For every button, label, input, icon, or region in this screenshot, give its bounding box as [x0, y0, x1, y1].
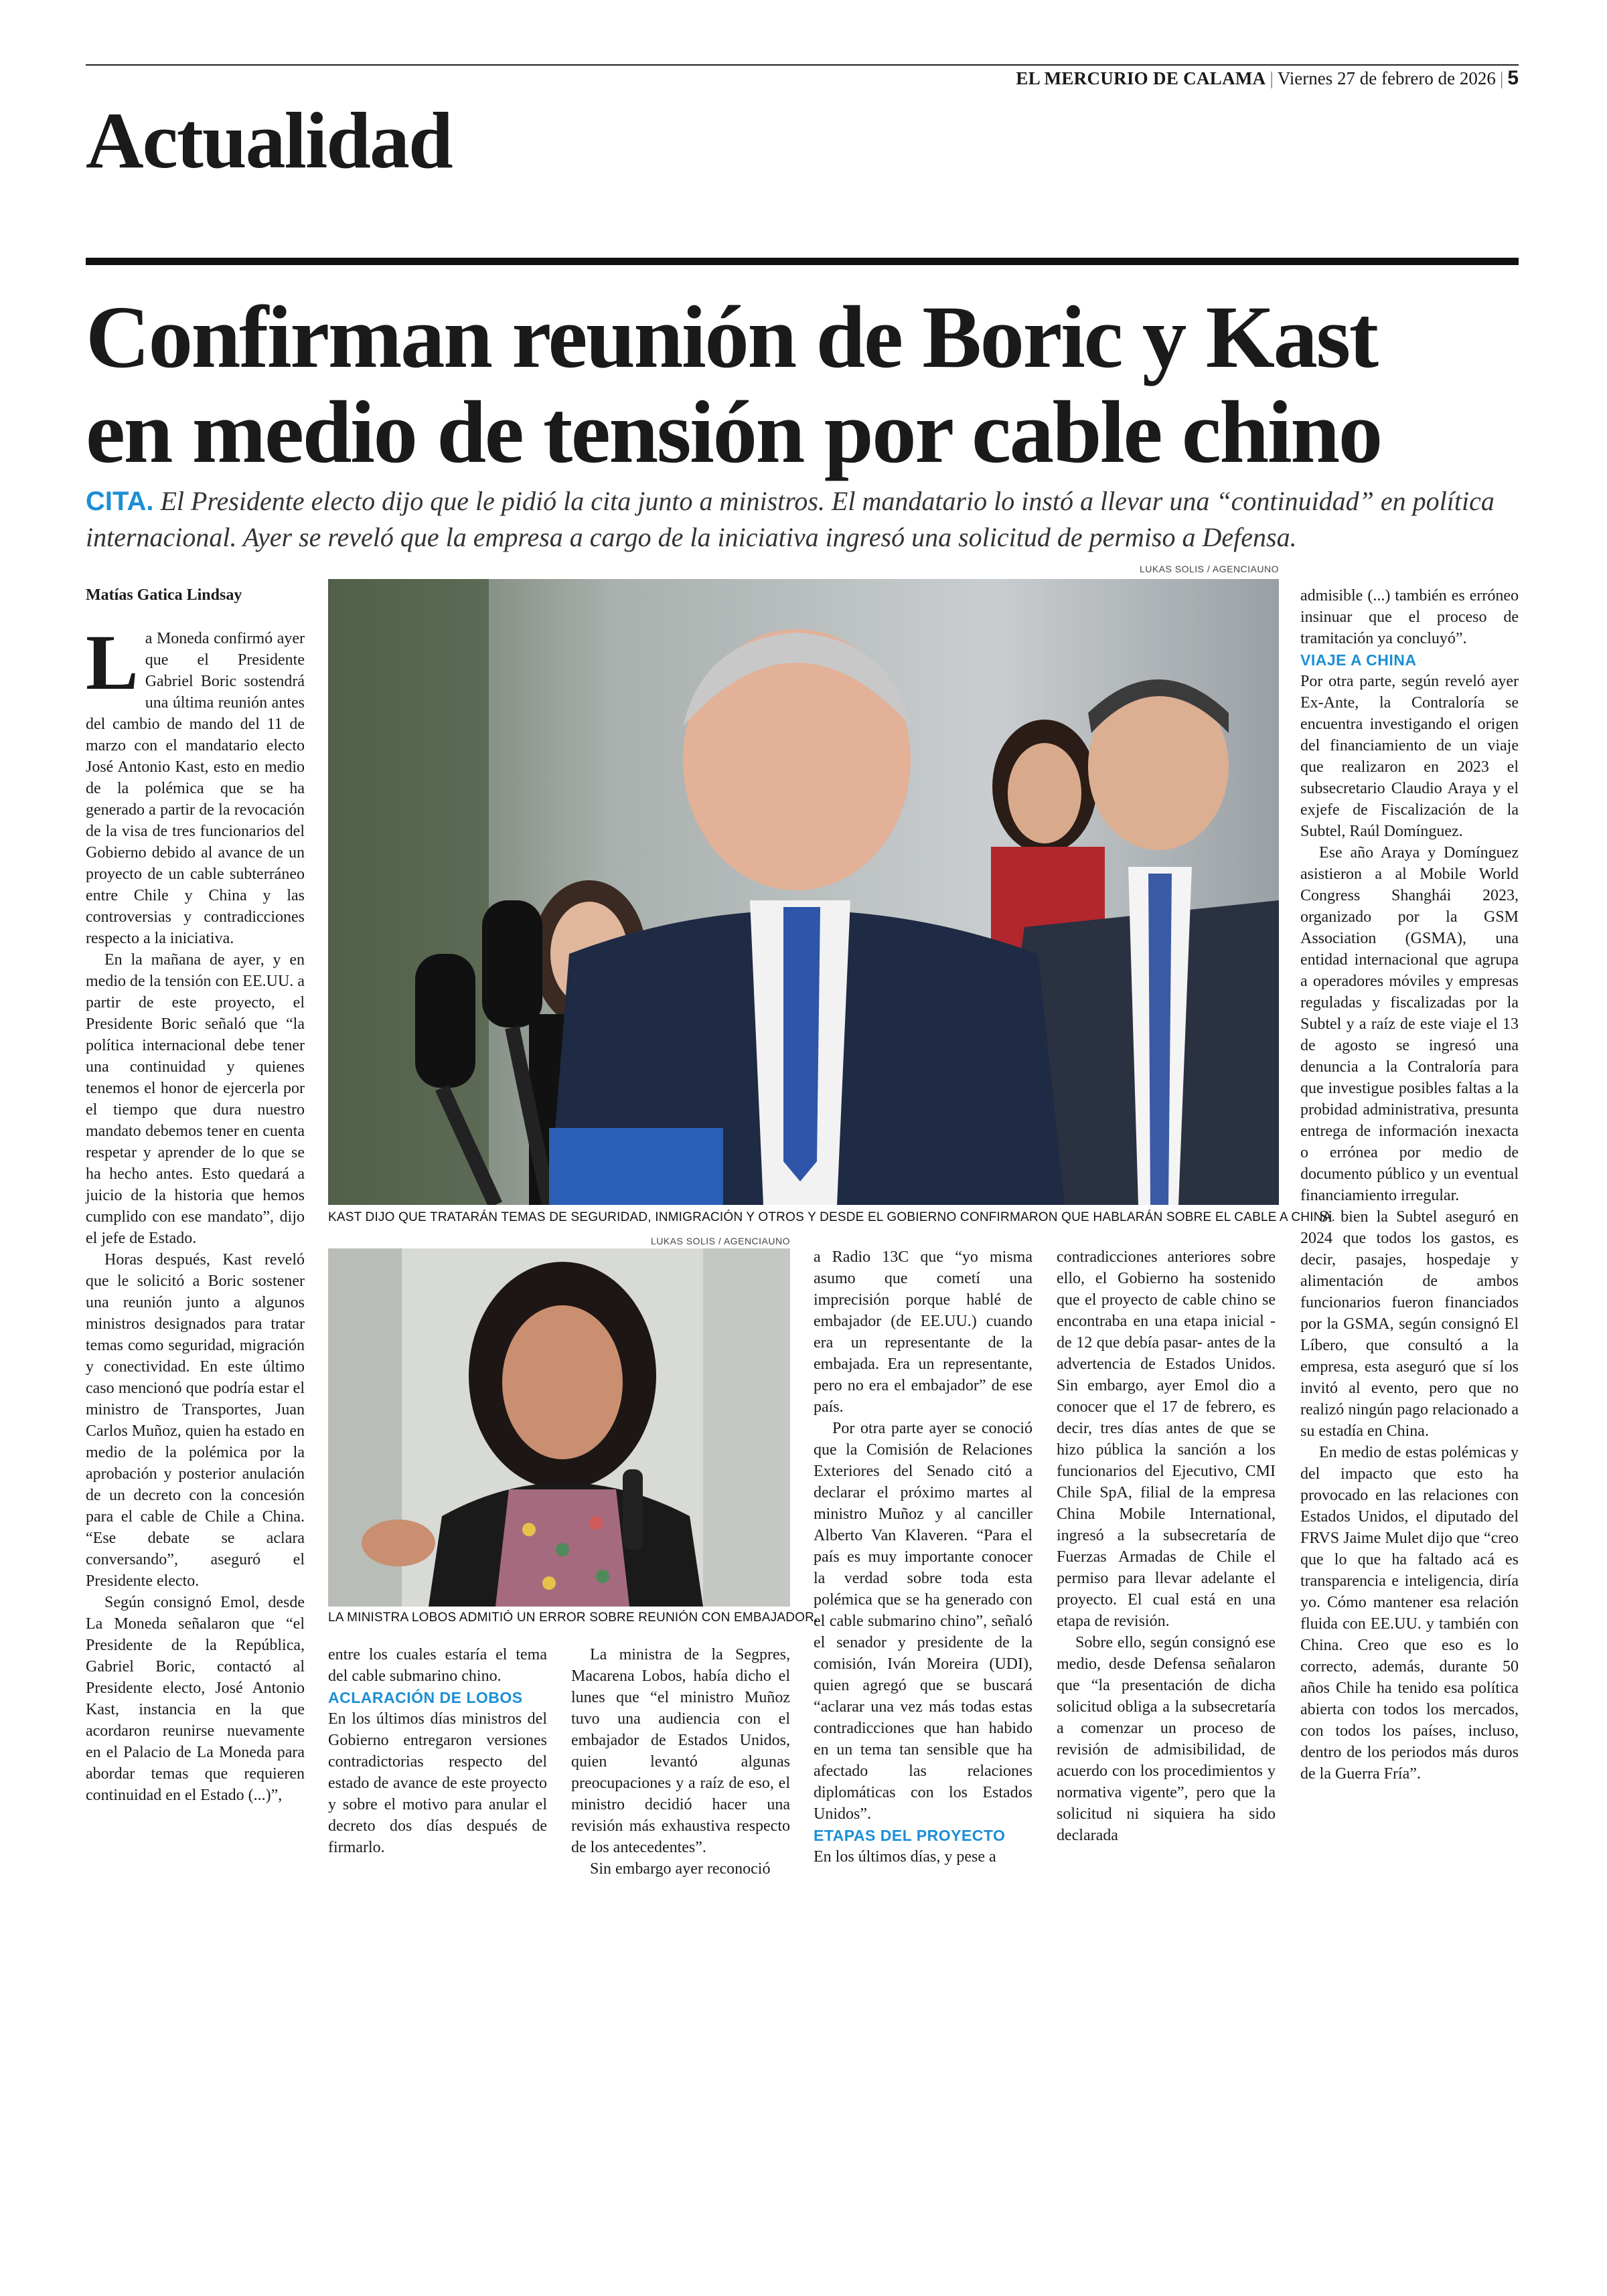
secondary-photo: [328, 1248, 790, 1607]
paragraph: En medio de estas polémicas y del impacto que esto ha provocado en las relaciones con Estados Unidos, el diputado del FRVS Jaime Mulet dijo que “creo que lo que ha faltado acá es transparencia e inteligencia, diría yo. Cómo mantener esa relación fluida con EE.UU. y también con China. Creo que eso es lo correcto, además, durante 50 años Chile ha tenido esa política abierta con todos los mercados, con todos los países, incluso, dentro de los periodos más duros de la Guerra Fría”.: [1300, 1444, 1519, 1783]
press-conference-photo: [328, 579, 1279, 1205]
paragraph: Si bien la Subtel aseguró en 2024 que todos los gastos, es decir, pasajes, hospedaje y alimentación de ambos funcionarios fueron financiados por la GSMA, según consignó El Líbero, que consultó a la empresa, esta aseguró que sí los invitó al evento, pero que no realizó ningún pago relacionado a su estadía en China.: [1300, 1208, 1519, 1440]
paragraph: En los últimos días, y pese a: [814, 1848, 996, 1866]
subhead: VIAJE A CHINA: [1300, 651, 1417, 669]
publication-name: EL MERCURIO DE CALAMA: [1016, 68, 1266, 88]
section-title: Actualidad: [86, 96, 452, 185]
paragraph: a Radio 13C que “yo misma asumo que cometí una imprecisión porque hablé de embajador (de EE.UU.) cuando era un representante de la embajada. Era un representante, pero no era el embajador” de ese país.: [814, 1248, 1032, 1416]
deck-text: El Presidente electo dijo que le pidió la cita junto a ministros. El mandatario lo instó a llevar una “continuidad” en política internacional. Ayer se reveló que la empresa a cargo de la iniciativa ingresó una solicitud de permiso a Defensa.: [86, 486, 1495, 553]
paragraph: Sobre ello, según consignó ese medio, desde Defensa señalaron que “la presentación de dicha solicitud obliga a la subsecretaría a comenzar un proceso de revisión de admisibilidad, de acuerdo con los procedimientos y normativa vigente”, pero que la solicitud ni siquiera ha sido declarada: [1057, 1634, 1276, 1844]
subhead: ETAPAS DEL PROYECTO: [814, 1827, 1006, 1844]
article-column-5: [1057, 1246, 1276, 1846]
paragraph: entre los cuales estaría el tema del cable submarino chino.: [328, 1646, 547, 1685]
issue-date: Viernes 27 de febrero de 2026: [1277, 68, 1496, 88]
paragraph: Sin embargo ayer reconoció: [590, 1860, 771, 1878]
paragraph: En los últimos días ministros del Gobierno entregaron versiones contradictorias respecto del estado de avance de este proyecto y sobre el motivo para anular el decreto dos días después de firmarlo.: [328, 1710, 547, 1856]
paragraph: Por otra parte, según reveló ayer Ex-Ante, la Contraloría se encuentra investigando el origen del financiamiento de un viaje que realizaron en 2023 el subsecretario Claudio Araya y el exjefe de Fiscalización de la Subtel, Raúl Domínguez.: [1300, 673, 1519, 840]
byline: Matías Gatica Lindsay: [86, 586, 242, 604]
paragraph: Ese año Araya y Domínguez asistieron a al Mobile World Congress Shanghái 2023, organizado por la GSM Association (GSMA), una entidad internacional que agrupa a operadores móviles y empresas reguladas y fiscalizadas por la Subtel y a raíz de este viaje el 13 de agosto se ingresó una denuncia a la Contraloría para que investigue posibles faltas a la probidad administrativa, presunta entrega de información inexacta o errónea por medio de documento público y un eventual financiamiento irregular.: [1300, 844, 1519, 1204]
photo-credit-secondary: LUKAS SOLIS / AGENCIAUNO: [650, 1236, 790, 1246]
paragraph: contradicciones anteriores sobre ello, el Gobierno ha sostenido que el proyecto de cable chino se encontraba en una etapa inicial -de 12 que debía pasar- antes de la advertencia de Estados Unidos. Sin embargo, ayer Emol dio a conocer que el 17 de febrero, es decir, tres días antes de que se hizo pública la sanción a los funcionarios del Ejecutivo, CMI Chile SpA, filial de la empresa China Mobile International, ingresó a la subsecretaría de Fuerzas Armadas de Chile el permiso para llevar adelante el proyecto. El cual está en una etapa de revisión.: [1057, 1248, 1276, 1630]
headline: [86, 289, 1519, 480]
article-column-2: [328, 1644, 547, 1858]
subhead: ACLARACIÓN DE LOBOS: [328, 1689, 523, 1706]
top-rule: [86, 64, 1519, 66]
paragraph: admisible (...) también es erróneo insinuar que el proceso de tramitación ya concluyó”.: [1300, 587, 1519, 647]
masthead: EL MERCURIO DE CALAMA | Viernes 27 de febrero de 2026 | 5: [1016, 67, 1519, 89]
article-column-1: [86, 619, 305, 1806]
paragraph: Por otra parte ayer se conoció que la Comisión de Relaciones Exteriores del Senado citó a declarar el próximo martes al ministro Muñoz y al canciller Alberto Van Klaveren. “Para el país es muy importante conocer la verdad sobre toda esta polémica que se ha generado con el cable submarino chino”, señaló el senador y presidente de la comisión, Iván Moreira (UDI), quien agregó que se buscará “aclarar una vez más todas estas contradicciones que han habido en un tema tan sensible que ha afectado las relaciones diplomáticas con los Estados Unidos”.: [814, 1420, 1032, 1823]
paragraph: La Moneda confirmó ayer que el Presidente Gabriel Boric sostendrá una última reunión antes del cambio de mando del 11 de marzo con el mandatario electo José Antonio Kast, esto en medio de la polémica que se ha generado a partir de la revocación de la visa de tres funcionarios del Gobierno debido al avance de un proyecto de un cable subterráneo entre Chile y China y las controversias y contradicciones respecto a la iniciativa.: [86, 619, 305, 947]
main-photo: [328, 579, 1279, 1205]
paragraph: En la mañana de ayer, y en medio de la tensión con EE.UU. a partir de este proyecto, el Presidente Boric señaló que “la política internacional debe tener una continuidad y quienes tenemos el honor de ejercerla por el tiempo que dura nuestro mandato debemos tener en cuenta respetar y aprender de lo que se ha hecho antes. Esto quedará a juicio de la historia que hemos cumplido con ese mandato”, dijo el jefe de Estado.: [86, 951, 305, 1247]
section-rule: [86, 258, 1519, 265]
article-column-6: [1300, 585, 1519, 1785]
photo-credit-main: LUKAS SOLIS / AGENCIAUNO: [1139, 564, 1279, 574]
article-column-3: [571, 1644, 790, 1880]
minister-photo: [328, 1248, 790, 1607]
paragraph: La ministra de la Segpres, Macarena Lobos, había dicho el lunes que “el ministro Muñoz tuvo una audiencia con el embajador de Estados Unidos, quien levantó algunas preocupaciones y a raíz de eso, el ministro decidió hacer una revisión más exhaustiva respecto de los antecedentes”.: [571, 1646, 790, 1856]
headline-line-1: Confirman reunión de Boric y Kast: [86, 287, 1377, 386]
deck: [86, 483, 1519, 555]
article-column-4: [814, 1246, 1032, 1868]
page-number: 5: [1507, 67, 1519, 89]
drop-cap: L: [86, 619, 139, 706]
photo-caption-secondary: LA MINISTRA LOBOS ADMITIÓ UN ERROR SOBRE REUNIÓN CON EMBAJADOR.: [328, 1611, 818, 1625]
headline-line-2: en medio de tensión por cable chino: [86, 382, 1381, 482]
paragraph: Horas después, Kast reveló que le solicitó a Boric sostener una reunión junto a algunos ministros designados para tratar temas como seguridad, migración y conectividad. En este último caso mencionó que podría estar el ministro de Transportes, Juan Carlos Muñoz, quien ha estado en medio de la polémica por la aprobación y posterior anulación de un decreto con la concesión para el cable de Chile a China. “Ese debate se aclara conversando”, aseguró el Presidente electo.: [86, 1251, 305, 1590]
deck-kicker: CITA.: [86, 487, 154, 516]
paragraph: Según consignó Emol, desde La Moneda señalaron que “el Presidente de la República, Gabriel Boric, contactó al Presidente electo, José Antonio Kast, instancia en la que acordaron reunirse nuevamente en el Palacio de La Moneda para abordar temas que requieren continuidad en el Estado (...)”,: [86, 1594, 305, 1804]
photo-caption-main: KAST DIJO QUE TRATARÁN TEMAS DE SEGURIDAD, INMIGRACIÓN Y OTROS Y DESDE EL GOBIERNO CONFIRMARON QUE HABLARÁN SOBRE EL CABLE A CHINA.: [328, 1210, 1335, 1224]
